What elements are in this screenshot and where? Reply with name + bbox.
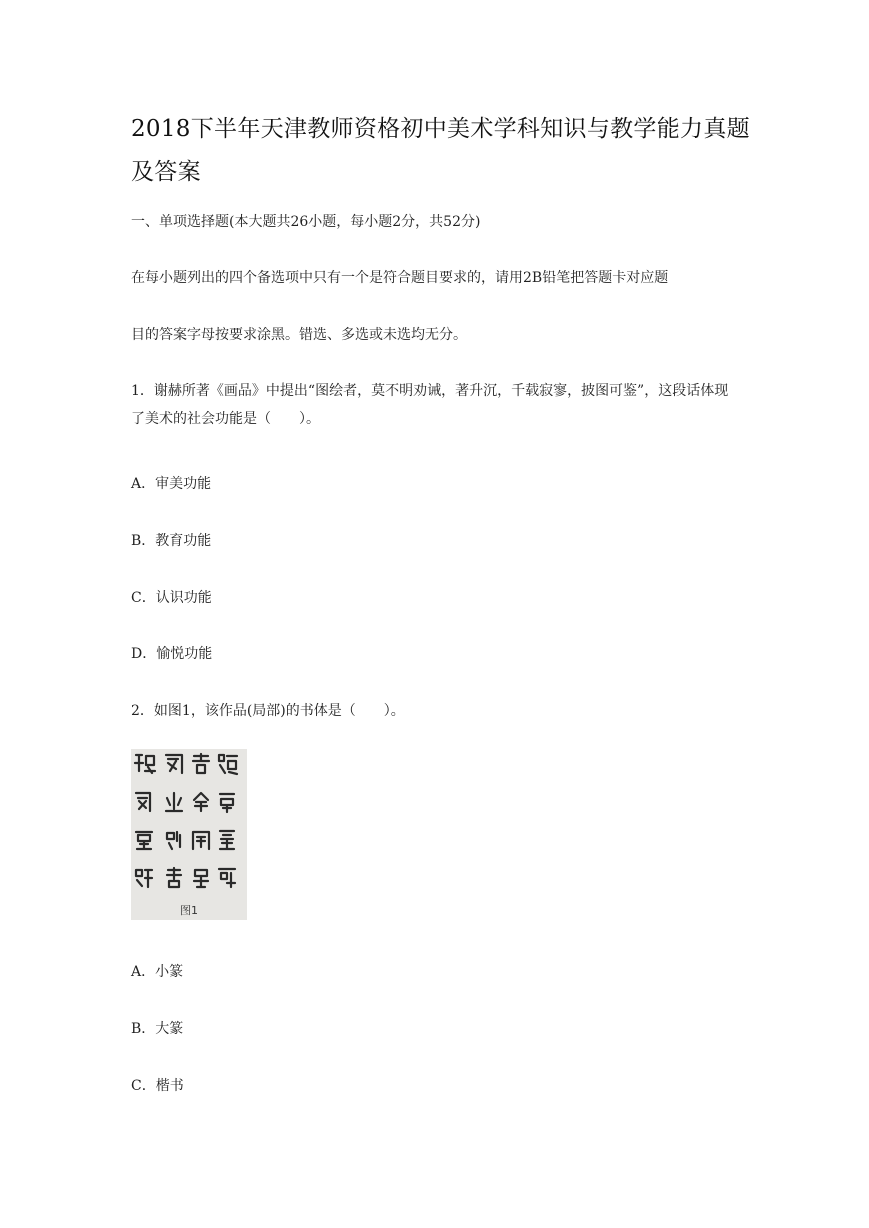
instruction-line-1: 在每小题列出的四个备选项中只有一个是符合题目要求的，请用2B铅笔把答题卡对应题: [131, 270, 669, 286]
figure-caption: 图1: [180, 904, 198, 917]
q1-option-d: D．愉悦功能: [131, 646, 213, 662]
q1-option-c: C．认识功能: [131, 590, 212, 606]
section-heading: 一、单项选择题(本大题共26小题，每小题2分，共52分): [131, 214, 481, 230]
question-1-stem: 1．谢赫所著《画品》中提出“图绘者，莫不明劝诫，著升沉，千载寂寥，披图可鉴”，这段话体现了美术的社会功能是（ ）。: [131, 383, 729, 427]
q2-option-b: B．大篆: [131, 1021, 184, 1037]
q2-option-c: C．楷书: [131, 1078, 184, 1094]
calligraphy-figure-image: [131, 749, 247, 920]
question-2-stem: 2．如图1，该作品(局部)的书体是（ ）。: [131, 703, 405, 719]
q1-option-a: A．审美功能: [131, 476, 212, 492]
q2-option-a: A．小篆: [131, 964, 184, 980]
instruction-line-2: 目的答案字母按要求涂黑。错选、多选或未选均无分。: [131, 327, 467, 343]
q1-option-b: B．教育功能: [131, 533, 212, 549]
page-title: 2018下半年天津教师资格初中美术学科知识与教学能力真题及答案: [131, 116, 750, 185]
